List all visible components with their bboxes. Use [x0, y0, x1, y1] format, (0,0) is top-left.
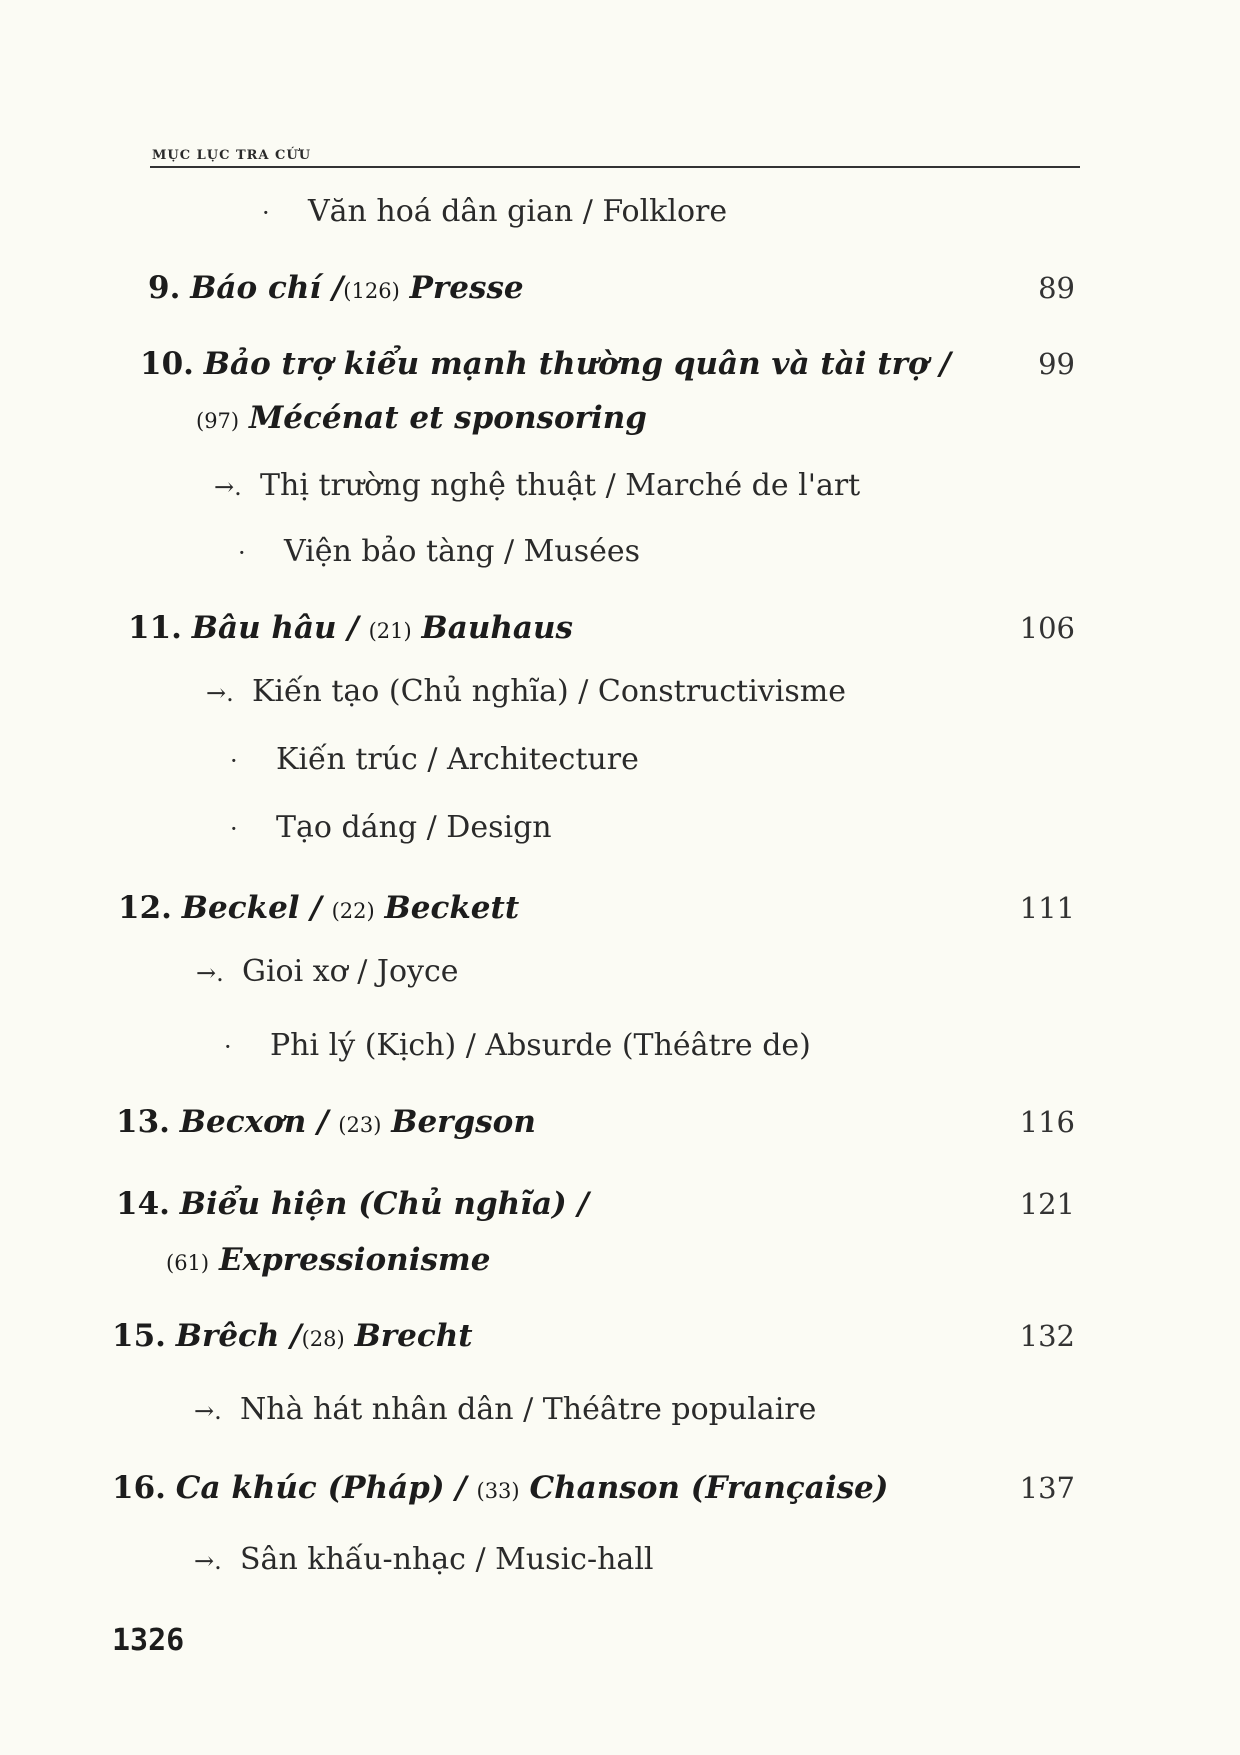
page-folio: 1326 [112, 1623, 185, 1658]
entry-heading: 11. Bâu hâu / (21) Bauhaus [128, 610, 573, 646]
page-number: 116 [1019, 1105, 1075, 1139]
xref-text: →. Gioi xơ / Joyce [196, 954, 459, 989]
index-entry [0, 266, 1240, 316]
xref-text: →. Kiến tạo (Chủ nghĩa) / Constructivisme [206, 674, 846, 709]
xref-line [0, 738, 1240, 788]
xref-text: →. Thị trường nghệ thuật / Marché de l'art [214, 468, 861, 503]
xref-line [0, 950, 1240, 1000]
xref-text: · Tạo dáng / Design [230, 810, 552, 845]
xref-line [0, 1538, 1240, 1588]
entry-heading: 16. Ca khúc (Pháp) / (33) Chanson (Française) [112, 1470, 889, 1506]
xref-text: · Phi lý (Kịch) / Absurde (Théâtre de) [224, 1028, 811, 1063]
running-head: MỤC LỤC TRA CỨU [152, 148, 312, 163]
entry-continuation-text: (97) Mécénat et sponsoring [196, 400, 647, 436]
entry-continuation [0, 1238, 1240, 1288]
page-number: 121 [1019, 1187, 1075, 1221]
xref-line [0, 806, 1240, 856]
index-entry [0, 1314, 1240, 1364]
page-number: 137 [1019, 1471, 1075, 1505]
entry-heading: 12. Beckel / (22) Beckett [118, 890, 520, 926]
xref-line [0, 464, 1240, 514]
xref-line [0, 1388, 1240, 1438]
entry-continuation-text: (61) Expressionisme [166, 1242, 491, 1278]
xref-text: · Viện bảo tàng / Musées [238, 534, 641, 569]
entry-continuation [0, 396, 1240, 446]
entry-heading: 14. Biểu hiện (Chủ nghĩa) / [116, 1186, 589, 1222]
index-entry [0, 886, 1240, 936]
xref-line [0, 190, 1240, 240]
xref-text: →. Sân khấu-nhạc / Music-hall [194, 1542, 654, 1577]
page-number: 111 [1019, 891, 1075, 925]
xref-text: →. Nhà hát nhân dân / Théâtre populaire [194, 1392, 817, 1427]
entry-heading: 9. Báo chí /(126) Presse [148, 270, 524, 306]
index-entry [0, 1182, 1240, 1232]
index-entry [0, 606, 1240, 656]
index-entry [0, 342, 1240, 392]
page-number: 99 [1038, 347, 1075, 381]
entry-heading: 15. Brêch /(28) Brecht [112, 1318, 473, 1354]
xref-line [0, 1024, 1240, 1074]
entry-heading: 10. Bảo trợ kiểu mạnh thường quân và tài trợ / [140, 346, 951, 382]
page-number: 132 [1019, 1319, 1075, 1353]
header-rule [150, 166, 1080, 168]
xref-text: · Văn hoá dân gian / Folklore [262, 194, 728, 229]
entry-heading: 13. Becxơn / (23) Bergson [116, 1104, 536, 1140]
xref-text: · Kiến trúc / Architecture [230, 742, 639, 777]
page-number: 106 [1019, 611, 1075, 645]
page-number: 89 [1038, 271, 1075, 305]
xref-line [0, 670, 1240, 720]
xref-line [0, 530, 1240, 580]
index-entry [0, 1100, 1240, 1150]
index-entry [0, 1466, 1240, 1516]
